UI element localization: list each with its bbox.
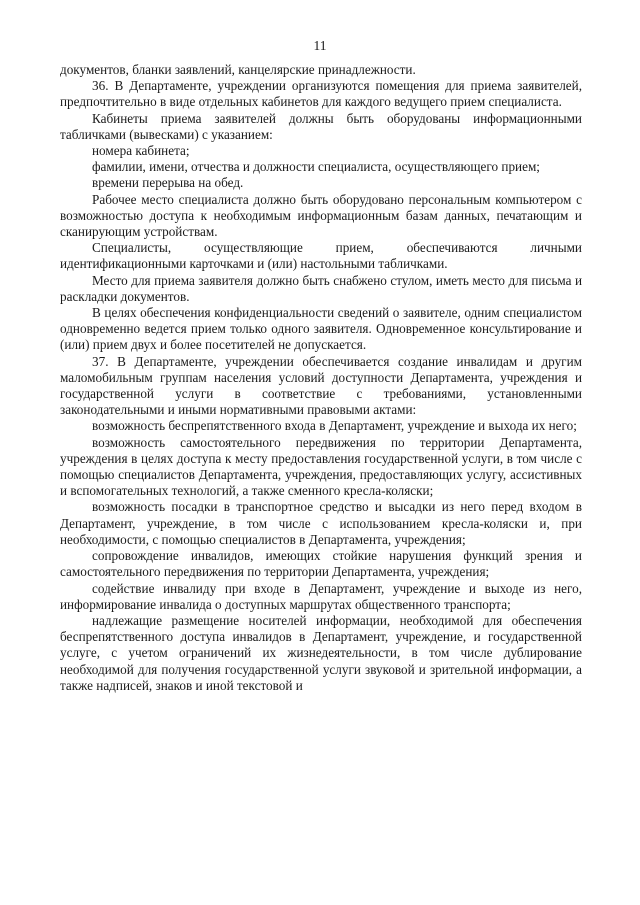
paragraph: 37. В Департаменте, учреждении обеспечивается создание инвалидам и другим маломобильным группам населения условий доступности Департамента, учреждения и государственной услуги в соответствие с требованиями, установленными законодательными и иными нормативными правовыми актами:: [60, 353, 582, 418]
paragraph: Место для приема заявителя должно быть снабжено стулом, иметь место для письма и раскладки документов.: [60, 272, 582, 304]
paragraph: Рабочее место специалиста должно быть оборудовано персональным компьютером с возможностью доступа к необходимым информационным базам данных, печатающим и сканирующим устройствам.: [60, 191, 582, 240]
paragraph: возможность посадки в транспортное средство и высадки из него перед входом в Департамент, учреждение, в том числе с использованием кресла-коляски и, при необходимости, с помощью специалистов в Департамента, учреждения;: [60, 499, 582, 547]
paragraph: Кабинеты приема заявителей должны быть оборудованы информационными табличками (вывесками) с указанием:: [60, 110, 582, 142]
paragraph: возможность беспрепятственного входа в Департамент, учреждение и выхода их него;: [92, 418, 577, 434]
paragraph: В целях обеспечения конфиденциальности сведений о заявителе, одним специалистом одновременно ведется прием только одного заявителя. Одновременное консультирование и (или) прием двух и более посетителей не допускается.: [60, 305, 582, 353]
document-body: [60, 62, 582, 694]
paragraph: Специалисты, осуществляющие прием, обеспечиваются личными идентификационными карточками и (или) настольными табличками.: [60, 240, 582, 272]
page-number: 11: [313, 38, 327, 53]
paragraph: времени перерыва на обед.: [92, 175, 244, 191]
paragraph: сопровождение инвалидов, имеющих стойкие нарушения функций зрения и самостоятельного передвижения по территории Департамента, учреждения;: [60, 548, 582, 580]
paragraph: возможность самостоятельного передвижения по территории Департамента, учреждения в целях доступа к месту предоставления государственной услуги, в том числе с помощью специалистов Департамента, учреждения, предоставляющих услугу, ассистивных и вспомогательных технологий, а также сменного кресла-коляски;: [60, 434, 582, 499]
paragraph: надлежащие размещение носителей информации, необходимой для обеспечения беспрепятственного доступа инвалидов в Департамент, учреждение, и государственной услуге, с учетом ограничений их жизнедеятельности, в том числе дублирование необходимой для получения государственной услуги звуковой и зрительной информации, а также надписей, знаков и иной текстовой и: [60, 612, 582, 693]
paragraph: документов, бланки заявлений, канцелярские принадлежности.: [60, 62, 416, 77]
paragraph: содействие инвалиду при входе в Департамент, учреждение и выходе из него, информирование инвалида о доступных маршрутах общественного транспорта;: [60, 580, 582, 612]
paragraph: номера кабинета;: [92, 143, 190, 159]
paragraph: 36. В Департаменте, учреждении организуются помещения для приема заявителей, предпочтительно в виде отдельных кабинетов для каждого ведущего прием специалиста.: [60, 78, 582, 110]
paragraph: фамилии, имени, отчества и должности специалиста, осуществляющего прием;: [92, 159, 540, 175]
